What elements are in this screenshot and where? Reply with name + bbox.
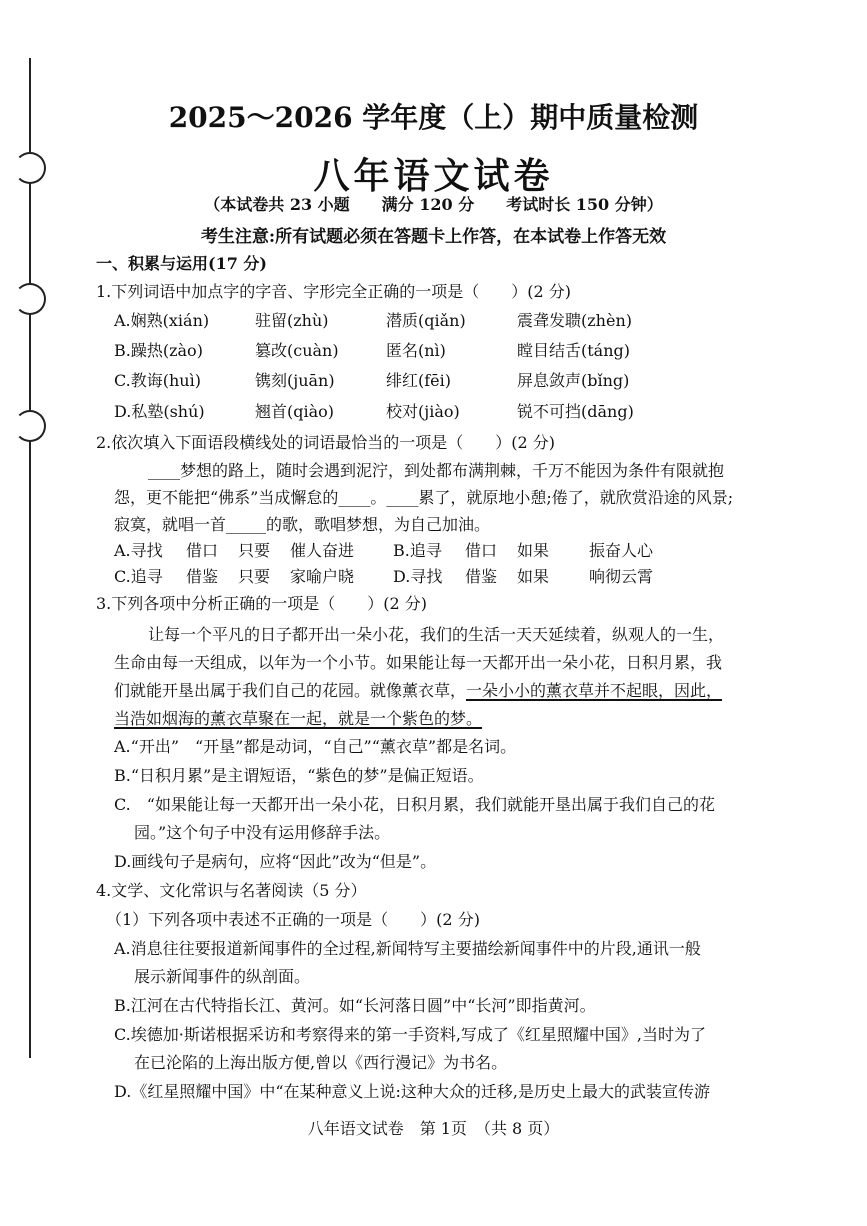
- q1-option-d-2: 翘首(qiào): [255, 402, 335, 421]
- q3-option-c-cont: 园。”这个句子中没有运用修辞手法。: [134, 823, 391, 842]
- q1-option-b-2: 篡改(cuàn): [255, 341, 339, 360]
- question-2-stem: 2.依次填入下面语段横线处的词语最恰当的一项是（ ）(2 分): [96, 433, 556, 452]
- q2-option-d-3: 如果: [517, 567, 550, 586]
- question-3-stem: 3.下列各项中分析正确的一项是（ ）(2 分): [96, 594, 428, 613]
- q4-option-c-cont: 在已沦陷的上海出版方便,曾以《西行漫记》为书名。: [134, 1053, 508, 1072]
- q3-passage-line: [114, 680, 722, 702]
- q3-passage-line: 生命由每一天组成，以年为一个小节。如果能让每一天都开出一朵小花，日积月累，我: [114, 653, 723, 672]
- exam-subtitle: 八年语文试卷: [313, 155, 554, 197]
- q1-option-c-1: C.教诲(huì): [114, 371, 201, 390]
- q1-option-d-3: 校对(jiào): [386, 402, 460, 421]
- q4-option-c: C.埃德加·斯诺根据采访和考察得来的第一手资料,写成了《红星照耀中国》,当时为了: [114, 1025, 707, 1044]
- q1-option-c-3: 绯红(fēi): [386, 371, 451, 390]
- q2-option-d-2: 借鉴: [465, 567, 498, 586]
- q3-option-a: A.“开出” “开垦”都是动词，“自己”“薰衣草”都是名词。: [114, 737, 517, 756]
- q2-option-b-4: 振奋人心: [589, 541, 654, 560]
- page-footer: 八年语文试卷 第 1页 （共 8 页）: [307, 1119, 560, 1138]
- q2-option-a-4: 催人奋进: [290, 541, 355, 560]
- q2-option-a-1: A.寻找: [114, 541, 163, 560]
- q2-option-b-2: 借口: [465, 541, 498, 560]
- q3-option-b: B.“日积月累”是主谓短语，“紫色的梦”是偏正短语。: [114, 766, 484, 785]
- q2-option-b-3: 如果: [517, 541, 550, 560]
- q3-option-d: D.画线句子是病句，应将“因此”改为“但是”。: [114, 852, 437, 871]
- exam-info: （本试卷共 23 小题 满分 120 分 考试时长 150 分钟）: [204, 195, 663, 214]
- q3-passage-text: 们就能开垦出属于我们自己的花园。就像薰衣草，: [114, 681, 467, 700]
- q1-option-d-1: D.私塾(shú): [114, 402, 205, 421]
- q2-option-a-2: 借口: [186, 541, 219, 560]
- q2-option-c-3: 只要: [238, 567, 271, 586]
- exam-title: 2025～2026 学年度（上）期中质量检测: [168, 101, 699, 134]
- q2-passage-line: ____梦想的路上，随时会遇到泥泞，到处都布满荆棘，千万不能因为条件有限就抱: [148, 461, 725, 480]
- q1-option-d-4: 锐不可挡(dāng): [517, 402, 634, 421]
- q4-option-a: A.消息往往要报道新闻事件的全过程,新闻特写主要描绘新闻事件中的片段,通讯一般: [114, 939, 701, 958]
- question-1-stem: 1.下列词语中加点字的字音、字形完全正确的一项是（ ）(2 分): [96, 282, 572, 301]
- q1-option-a-2: 驻留(zhù): [255, 311, 329, 330]
- q1-option-a-1: A.娴熟(xián): [114, 311, 210, 330]
- q1-option-b-3: 匿名(nì): [386, 341, 446, 360]
- q2-passage-line: 怨，更不能把“佛系”当成懈怠的____。____累了，就原地小憩;倦了，就欣赏沿途的风景;: [114, 488, 734, 507]
- question-4-stem: 4.文学、文化常识与名著阅读（5 分）: [96, 881, 367, 900]
- q1-option-b-1: B.躁热(zào): [114, 341, 203, 360]
- q2-option-a-3: 只要: [238, 541, 271, 560]
- q2-option-c-1: C.追寻: [114, 567, 163, 586]
- q2-option-d-1: D.寻找: [393, 567, 443, 586]
- section-heading: 一、积累与运用(17 分): [96, 254, 267, 273]
- q3-underlined-sentence: 一朵小小的薰衣草并不起眼，因此，: [466, 681, 723, 700]
- exam-notice: 考生注意:所有试题必须在答题卡上作答，在本试卷上作答无效: [200, 227, 667, 247]
- q4-option-a-cont: 展示新闻事件的纵剖面。: [134, 967, 311, 986]
- q1-option-a-3: 潜质(qiǎn): [386, 311, 466, 330]
- q4-option-b: B.江河在古代特指长江、黄河。如“长河落日圆”中“长河”即指黄河。: [114, 996, 596, 1015]
- q1-option-a-4: 震聋发聩(zhèn): [517, 311, 632, 330]
- q4-sub1-stem: （1）下列各项中表述不正确的一项是（ ）(2 分): [106, 910, 480, 929]
- q2-option-c-2: 借鉴: [186, 567, 219, 586]
- q3-option-c: C. “如果能让每一天都开出一朵小花，日积月累，我们就能开垦出属于我们自己的花: [114, 795, 715, 814]
- q2-option-b-1: B.追寻: [393, 541, 442, 560]
- q1-option-b-4: 瞠目结舌(táng): [517, 341, 631, 360]
- q1-option-c-2: 镌刻(juān): [255, 371, 335, 390]
- q4-option-d: D.《红星照耀中国》中“在某种意义上说:这种大众的迁移,是历史上最大的武装宣传游: [114, 1082, 711, 1101]
- q2-option-d-4: 响彻云霄: [589, 567, 654, 586]
- q2-option-c-4: 家喻户晓: [290, 567, 355, 586]
- q3-passage-line: 让每一个平凡的日子都开出一朵小花，我们的生活一天天延续着，纵观人的一生，: [148, 625, 725, 644]
- q1-option-c-4: 屏息敛声(bǐng): [517, 371, 630, 390]
- q2-passage-line: 寂寞，就唱一首_____的歌，歌唱梦想，为自己加油。: [114, 515, 491, 534]
- q3-underlined-sentence: 当浩如烟海的薰衣草聚在一起，就是一个紫色的梦。: [114, 709, 483, 728]
